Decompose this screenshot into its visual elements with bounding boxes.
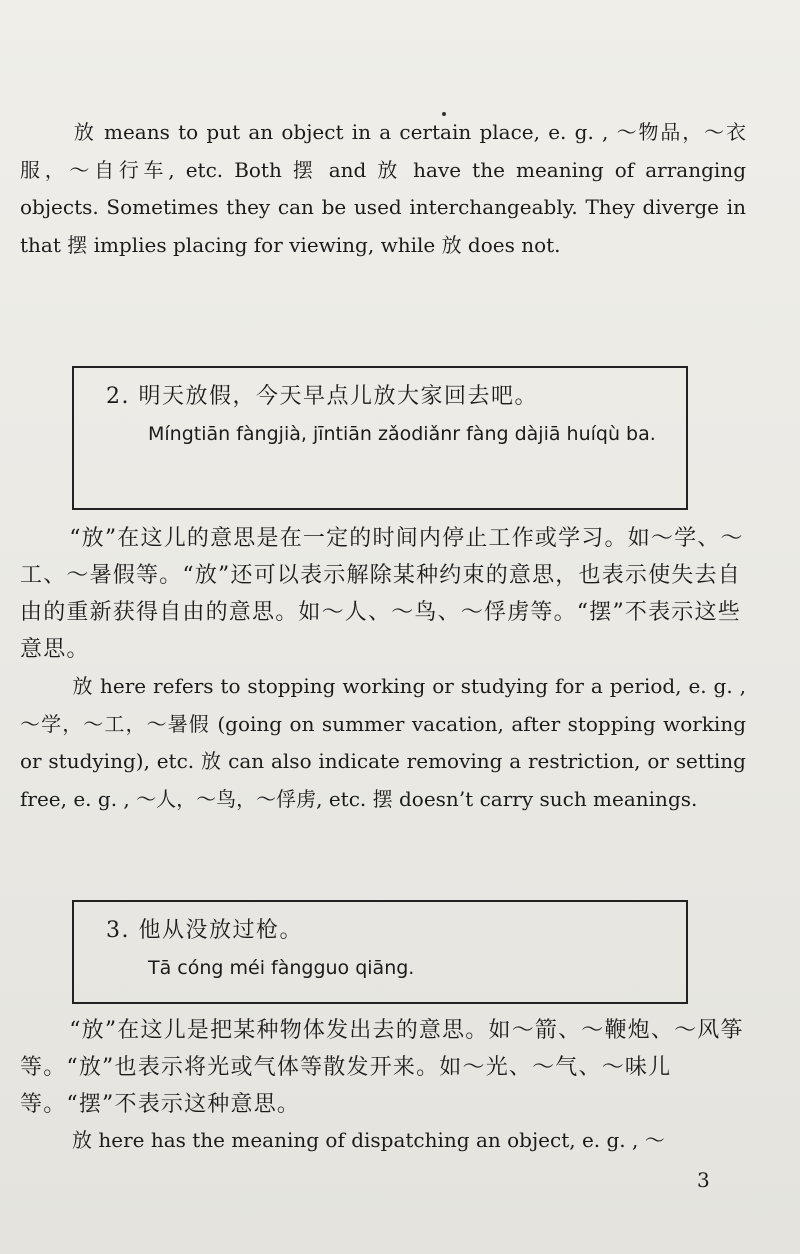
paragraph-english-2: 放 here refers to stopping working or studying for a period, e. g. , ～学，～工，～暑假 (going on summer vacation, after stopping working or studying), etc. 放 can also indicate removing a restriction, or setting free, e. g. , ～人，～鸟，～俘虏, etc. 摆 doesn’t carry such meanings. (20, 674, 746, 811)
paragraph-chinese-1: “放”在这儿的意思是在一定的时间内停止工作或学习。如～学、～工、～暑假等。“放”还可以表示解除某种约束的意思，也表示使失去自由的重新获得自由的意思。如～人、～鸟、～俘虏等。“摆”不表示这些意思。 (20, 526, 744, 662)
example-chinese: 3. 他从没放过枪。 (106, 918, 303, 943)
paragraph-chinese-2: “放”在这儿是把某种物体发出去的意思。如～箭、～鞭炮、～风筝等。“放”也表示将光或气体等散发开来。如～光、～气、～味儿等。“摆”不表示这种意思。 (20, 1018, 744, 1117)
paragraph-english-3: 放 here has the meaning of dispatching an object, e. g. , ～ (52, 1128, 665, 1152)
page-number: 3 (697, 1168, 710, 1192)
example-chinese: 2. 明天放假，今天早点儿放大家回去吧。 (106, 384, 538, 409)
example-pinyin: Tā cóng méi fàngguo qiāng. (148, 957, 415, 979)
example-box-2 (72, 366, 688, 510)
example-pinyin: Míngtiān fàngjià, jīntiān zǎodiǎnr fàng dàjiā huíqù ba. (148, 423, 656, 445)
paragraph-english-1: 放 means to put an object in a certain place, e. g. , ～物品，～衣服，～自行车, etc. Both 摆 and 放 have the meaning of arranging objects. Sometimes they can be used interchangeably. They diverge in that 摆 implies placing for viewing, while 放 does not. (20, 120, 746, 257)
example-box-3 (72, 900, 688, 1004)
